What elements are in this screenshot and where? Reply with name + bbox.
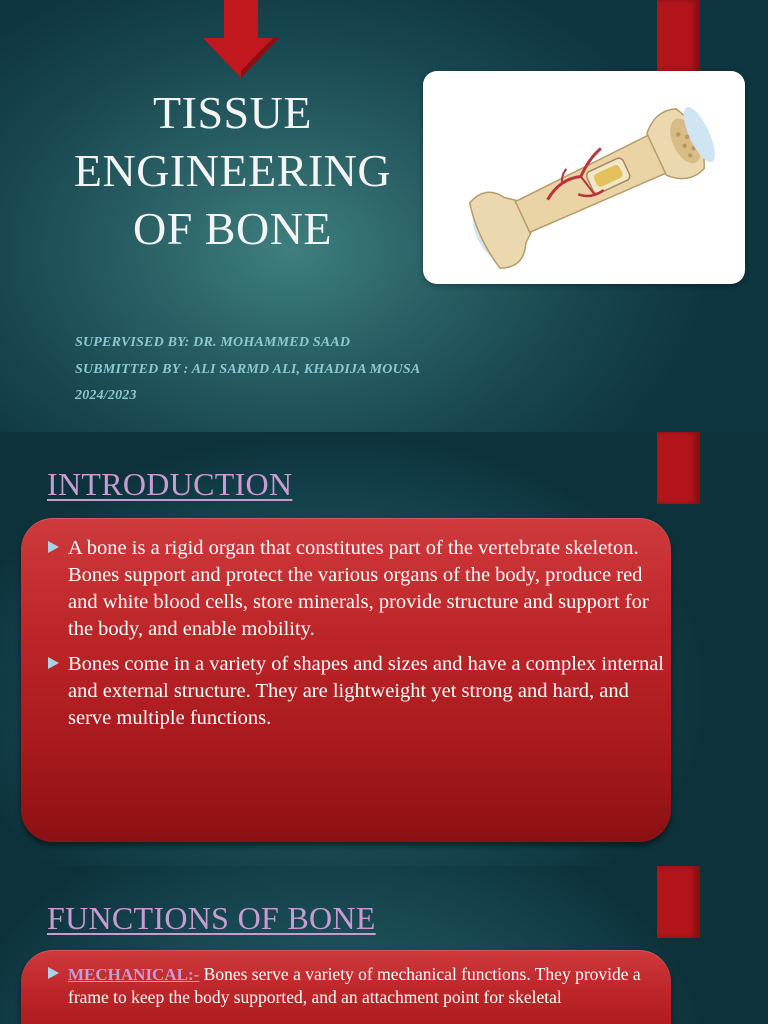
section-heading: FUNCTIONS OF BONE xyxy=(47,900,376,936)
bullet-item xyxy=(21,963,671,1009)
submitters-line: SUBMITTED BY : ALI SARMD ALI, KHADIJA MOUSA xyxy=(75,361,421,377)
functions-slide xyxy=(0,866,768,1024)
bone-image-card xyxy=(423,71,745,284)
down-arrow-icon xyxy=(203,0,279,78)
bullet-triangle-icon xyxy=(48,541,59,553)
red-accent-tab xyxy=(657,0,700,72)
red-accent-tab xyxy=(657,432,700,504)
bullet-triangle-icon xyxy=(48,967,59,979)
section-heading: INTRODUCTION xyxy=(47,466,293,502)
credits-block xyxy=(75,330,420,410)
year-line: 2024/2023 xyxy=(75,388,137,403)
title-slide xyxy=(0,0,768,432)
bullet-text: Bones serve a variety of mechanical functions. They provide a frame to keep the body supported, and an attachment point for skeletal xyxy=(68,964,641,1007)
supervisor-line: SUPERVISED BY: DR. MOHAMMED SAAD xyxy=(75,335,351,350)
slide-title: TISSUE ENGINEERING OF BONE xyxy=(73,87,392,254)
bullet-term: MECHANICAL:- xyxy=(68,965,200,984)
bullet-item xyxy=(21,535,671,643)
bullet-triangle-icon xyxy=(48,657,59,669)
bullet-text: A bone is a rigid organ that constitutes part of the vertebrate skeleton. Bones support and protect the various organs of the body, produce red and white blood cells, store minerals, provide structure and support for the body, and enable mobility. xyxy=(68,537,649,640)
content-box xyxy=(21,518,671,842)
bullet-item xyxy=(21,651,671,732)
bullet-text: Bones come in a variety of shapes and sizes and have a complex internal and external structure. They are lightweight yet strong and hard, and serve multiple functions. xyxy=(68,653,665,729)
bone-illustration xyxy=(423,71,745,284)
content-box xyxy=(21,950,671,1024)
red-accent-tab xyxy=(657,866,700,938)
introduction-slide xyxy=(0,432,768,866)
